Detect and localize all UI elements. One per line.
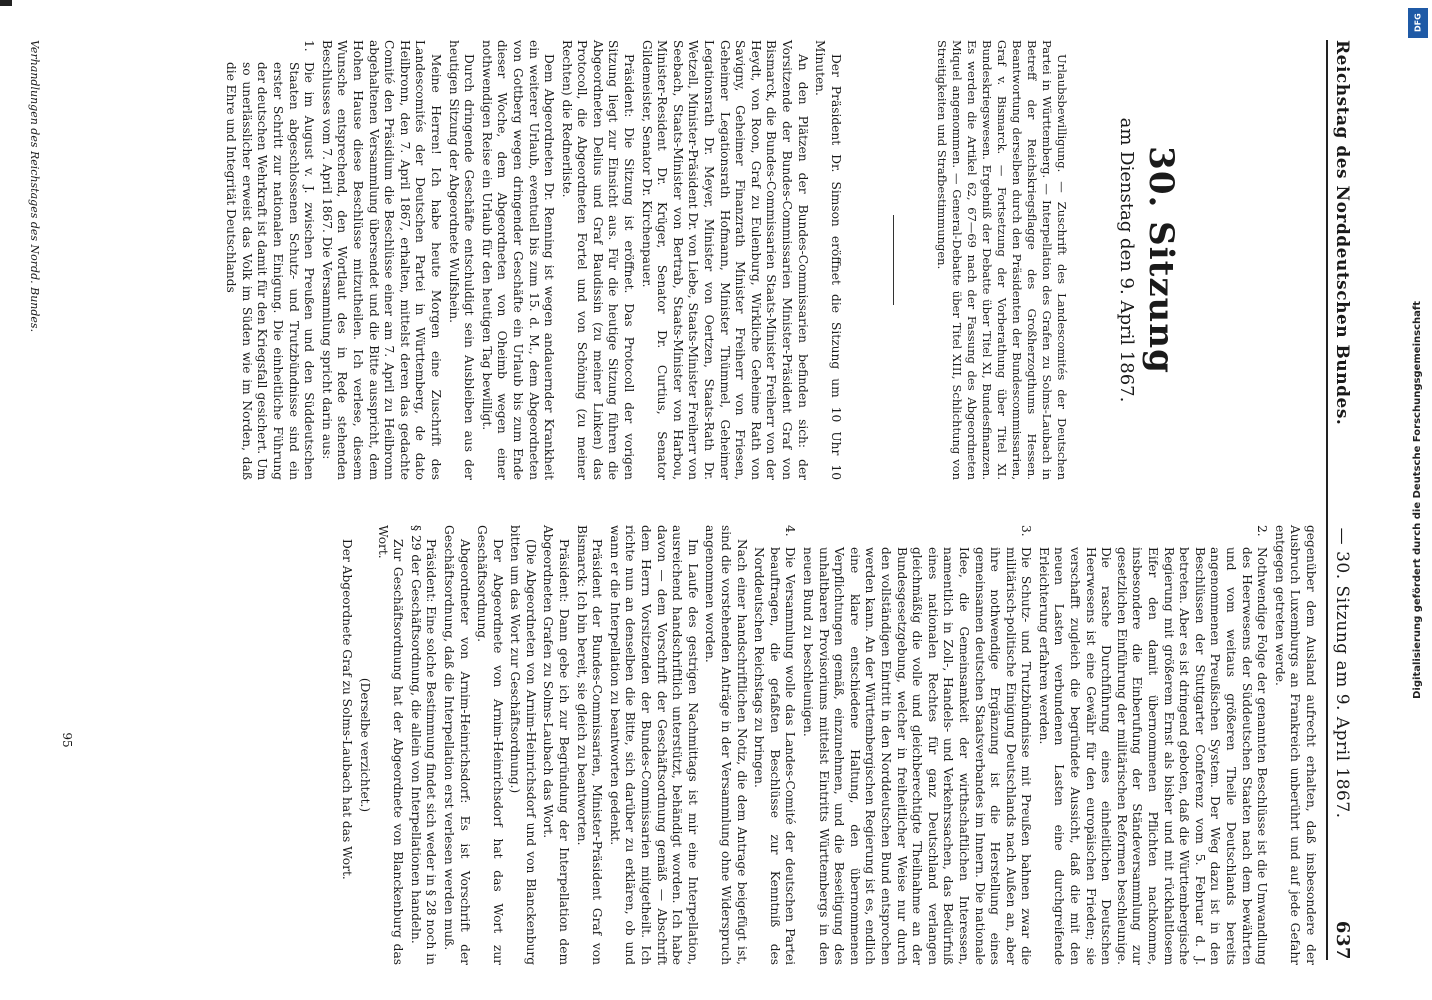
running-head-left: Reichstag des Norddeutschen Bundes. (1332, 40, 1352, 426)
paragraph: Meine Herren! Ich habe heute Morgen eine Zuschrift des Landescomités der Deutschen Partei in Württemberg, de dato Heilbronn, den 7. April 1867, erhalten, mittelst deren das gedachte Comité den Präsidium die Beschlüsse einer am 7. April zu Heilbronn abgehaltenen Versammlung übersendet und die Bitte ausspricht, dem Hohen Hause diese Beschlüsse mitzutheilen. Ich verlese, diesem Wunsche entsprechend, den Wortlaut des in Rede stehenden Beschlusses vom 7. April 1867. Die Versammlung spricht darin aus: (319, 40, 443, 480)
resolution-number: 3. (1019, 525, 1034, 537)
digitisation-note: Digitalisierung gefördert durch die Deutsche Forschungsgemeinschaft (1411, 301, 1423, 699)
header-rule (1326, 40, 1328, 960)
resolution-text: Die Schutz- und Trutzbündnisse mit Preußen bahnen zwar die militärisch-politische Einigung Deutschlands nach Außen an, aber ihre nothwendige Ergänzung ist die Herstellung eines gemeinsamen deutschen Staatsverbandes im Innern. Die nationale Idee, die Gemeinsamkeit der wirthschaftlichen Interessen, namentlich in Zoll-, Handels- und Verkehrssachen, das Bedürfniß eines nationalen Rechtes für ganz Deutschland verlangen gleichmäßig die volle und gleichberechtigte Theilnahme an der Bundesgesetzgebung, welcher in freiheitlicher Weise nur durch den vollständigen Eintritt in den Norddeutschen Bund entsprochen werden kann. An der Württembergischen Regierung ist es, endlich eine klare entschiedene Haltung, den übernommenen Verpflichtungen gemäß, einzunehmen, und die Beseitigung des unhaltbaren Provisoriums mittelst Eintritts Württembergs in den neuen Bund zu beschleunigen. (801, 547, 1034, 965)
session-title: 30. Sitzung (1141, 146, 1181, 374)
paragraph: Präsident: Dann gebe ich zur Begründung der Interpellation dem Abgeordneten Grafen zu Solms-Laubach das Wort. (541, 525, 572, 965)
resolution-text: Die Versammlung wolle das Landes-Comité der deutschen Partei beauftragen, die gefaßten Beschlüsse zur Kenntniß des Norddeutschen Reichstags zu bringen. (752, 547, 798, 965)
resolution-number: 2. (1255, 525, 1270, 537)
resolution-item (223, 40, 317, 480)
footer-left: Verhandlungen des Reichstages des Nordd. Bundes. (28, 40, 41, 333)
resolution-item (799, 525, 1033, 965)
paragraph: Abgeordneter von Arnim-Heinrichsdorf: Es ist Vorschrift der Geschäftsordnung, daß die Interpellation erst verlesen werden muß. (441, 525, 472, 965)
paragraph: (Derselbe verzichtet.) (357, 677, 372, 813)
section-separator (893, 215, 894, 305)
paragraph: Durch dringende Geschäfte entschuldigt sein Ausbleiben aus der heutigen Sitzung der Abgeordnete Wulfshein. (446, 40, 477, 480)
resolution-number: 4. (783, 525, 798, 537)
paragraph: Zur Geschäftsordnung hat der Abgeordnete von Blanckenburg das Wort. (375, 525, 406, 965)
running-head-center: — 30. Sitzung am 9. April 1867. (1332, 527, 1352, 819)
resolution-item (1035, 525, 1269, 965)
paragraph: gegenüber dem Ausland aufrecht erhalten, daß insbesondere der Ausbruch Luxemburgs an Frankreich unberührt und auf jede Gefahr entgegen getreten werde. (1272, 525, 1318, 965)
dfg-logo: DFG (1408, 8, 1428, 38)
paragraph: Dem Abgeordneten Dr. Renning ist wegen andauernder Krankheit ein weiterer Urlaub, eventuell bis zum 15. d. M., dem Abgeordneten von Gottberg wegen dringender Geschäfte ein Urlaub bis zum Ende dieser Woche, dem Abgeordneten von Oheimb wegen einer nothwendigen Reise ein Urlaub für den heutigen Tag bewilligt. (479, 40, 557, 480)
resolution-text: Die im August v. J. zwischen Preußen und den Süddeutschen Staaten abgeschlossenen Schutz- und Trutzbündnisse sind ein erster Schritt zur nationalen Einigung. Die einheitliche Führung der deutschen Wehrkraft ist damit für den Kriegsfall gesichert. Um so unerlässlicher erweist das Volk im Süden wie im Norden, daß die Ehre und Integrität Deutschlands (224, 62, 317, 480)
paragraph: Präsident: Eine solche Bestimmung findet sich weder in § 28 noch in § 29 der Geschäftsordnung, die allein von Interpellationen handeln. (408, 525, 439, 965)
paragraph: Präsident der Bundes-Commissarien, Minister-Präsident Graf von Bismarck: Ich bin bereit, sie gleich zu beantworten. (574, 525, 605, 965)
page-number: 637 (1332, 920, 1353, 960)
session-date: am Dienstag den 9. April 1867. (1116, 117, 1138, 403)
resolution-number: 1. (302, 40, 317, 52)
right-column (337, 525, 1318, 965)
paragraph: Der Präsident Dr. Simson eröffnet die Sitzung um 10 Uhr 10 Minuten. (813, 40, 843, 480)
running-head (1332, 40, 1372, 960)
paragraph: (Die Abgeordneten von Arnim-Heinrichsdorf und von Blanckenburg bitten um das Wort zur Geschäftsordnung.) (508, 525, 538, 965)
sheet-number: 95 (60, 732, 74, 748)
paragraph: Der Abgeordnete von Arnim-Heinrichsdorf hat das Wort zur Geschäftsordnung. (475, 525, 505, 965)
paragraph: An den Plätzen der Bundes-Commissarien befinden sich: der Vorsitzende der Bundes-Commissarien Minister-Präsident Graf von Bismarck, die Bundes-Commissarien Staats-Minister Freiherr von der Heydt, von Roon, Graf zu Eulenburg, Wirkliche Geheime Rath von Savigny, Geheimer Finanzrath Minister Freiherr von Friesen, Geheimer Legationsrath Hofmann, Minister Thümmel, Geheimer Legationsrath Dr. Meyer, Minister von Oertzen, Staats-Rath Dr. Wetzell, Minister-Präsident Dr. von Liebe, Staats-Minister Freiherr von Seebach, Staats-Minister von Bertrab, Staats-Minister von Harbou, Minister-Resident Dr. Krüger, Senator Dr. Curtius, Senator Gildemeister, Senator Dr. Kirchenpauer. (639, 40, 810, 480)
digitisation-strip (1402, 0, 1432, 1000)
session-summary: Urlaubsbewilligung. — Zuschrift des Landescomités der Deutschen Partei in Württemberg. — Interpellation des Grafen zu Solms-Laubach in Betreff der Reichskriegsflagge des Großherzogthums Hessen. Beantwortung derselben durch den Präsidenten der Bundescommissarien, Graf v. Bismarck. — Fortsetzung der Vorberathung über Titel XI. Bundeskriegswesen. Ergebniß der Debatte über Titel XI, Bundesfinanzen. Es werden die Artikel 62, 67—69 nach der Fassung des Abgeordneten Miquel angenommen. — General-Debatte über Titel XIII, Schlichtung von Streitigkeiten und Strafbestimmungen. (934, 40, 1069, 480)
paragraph: Im Laufe des gestrigen Nachmittags ist mir eine Interpellation, ausreichend handschriftlich unterstützt, behändigt worden. Ich habe davon — dem Vorschrift der Geschäftsordnung gemäß — Abschrift dem Herrn Vorsitzenden der Bundes-Commissarien mitgetheilt. Ich richte nun an denselben die Bitte, sich darüber zu erklären, ob und wann er die Interpellation zu beantworten gedenkt. (607, 525, 700, 965)
paragraph: Nach einer handschriftlichen Notiz, die dem Antrage beigefügt ist, sind die vorstehenden Anträge in der Versammlung ohne Widerspruch angenommen worden. (703, 525, 749, 965)
paragraph: Der Abgeordnete Graf zu Solms-Laubach hat das Wort. (340, 539, 355, 880)
paragraph: Präsident: Die Sitzung ist eröffnet. Das Protocoll der vorigen Sitzung liegt zur Einsicht aus. Für die heutige Sitzung führen die Abgeordneten Delius und Graf Baudissin (zu meiner Linken) das Protocoll, die Abgeordneten Fortel und von Schöning (zu meiner Rechten) die Rednerliste. (559, 40, 637, 480)
resolution-item (751, 525, 798, 965)
left-column (221, 40, 1318, 480)
resolution-text: Nothwendige Folge der genannten Beschlüsse ist die Umwandlung des Heerwesens der Süddeutschen Staaten nach dem bewährten und vom weitaus größeren Theile Deutschlands bereits angenommenen Preußischen System. Der Weg dazu ist in den Beschlüssen der Stuttgarter Conferenz vom 5. Februar d. J. betreten. Aber es ist dringend geboten, daß die Württembergische Regierung mit größerem Ernst als bisher und mit rückhaltlosem Eifer den damit übernommenen Pflichten nachkomme, insbesondere die Einberufung der Ständeversammlung zur gesetzlichen Einführung der militärischen Reformen beschleunige. Die rasche Durchführung eines einheitlichen Deutschen Heerwesens ist eine Gewähr für den europäischen Frieden; sie verschafft zugleich die begründete Aussicht, daß die mit den neuen Lasten verbundenen Lasten eine durchgreifende Erleichterung erfahren werden. (1036, 547, 1270, 965)
